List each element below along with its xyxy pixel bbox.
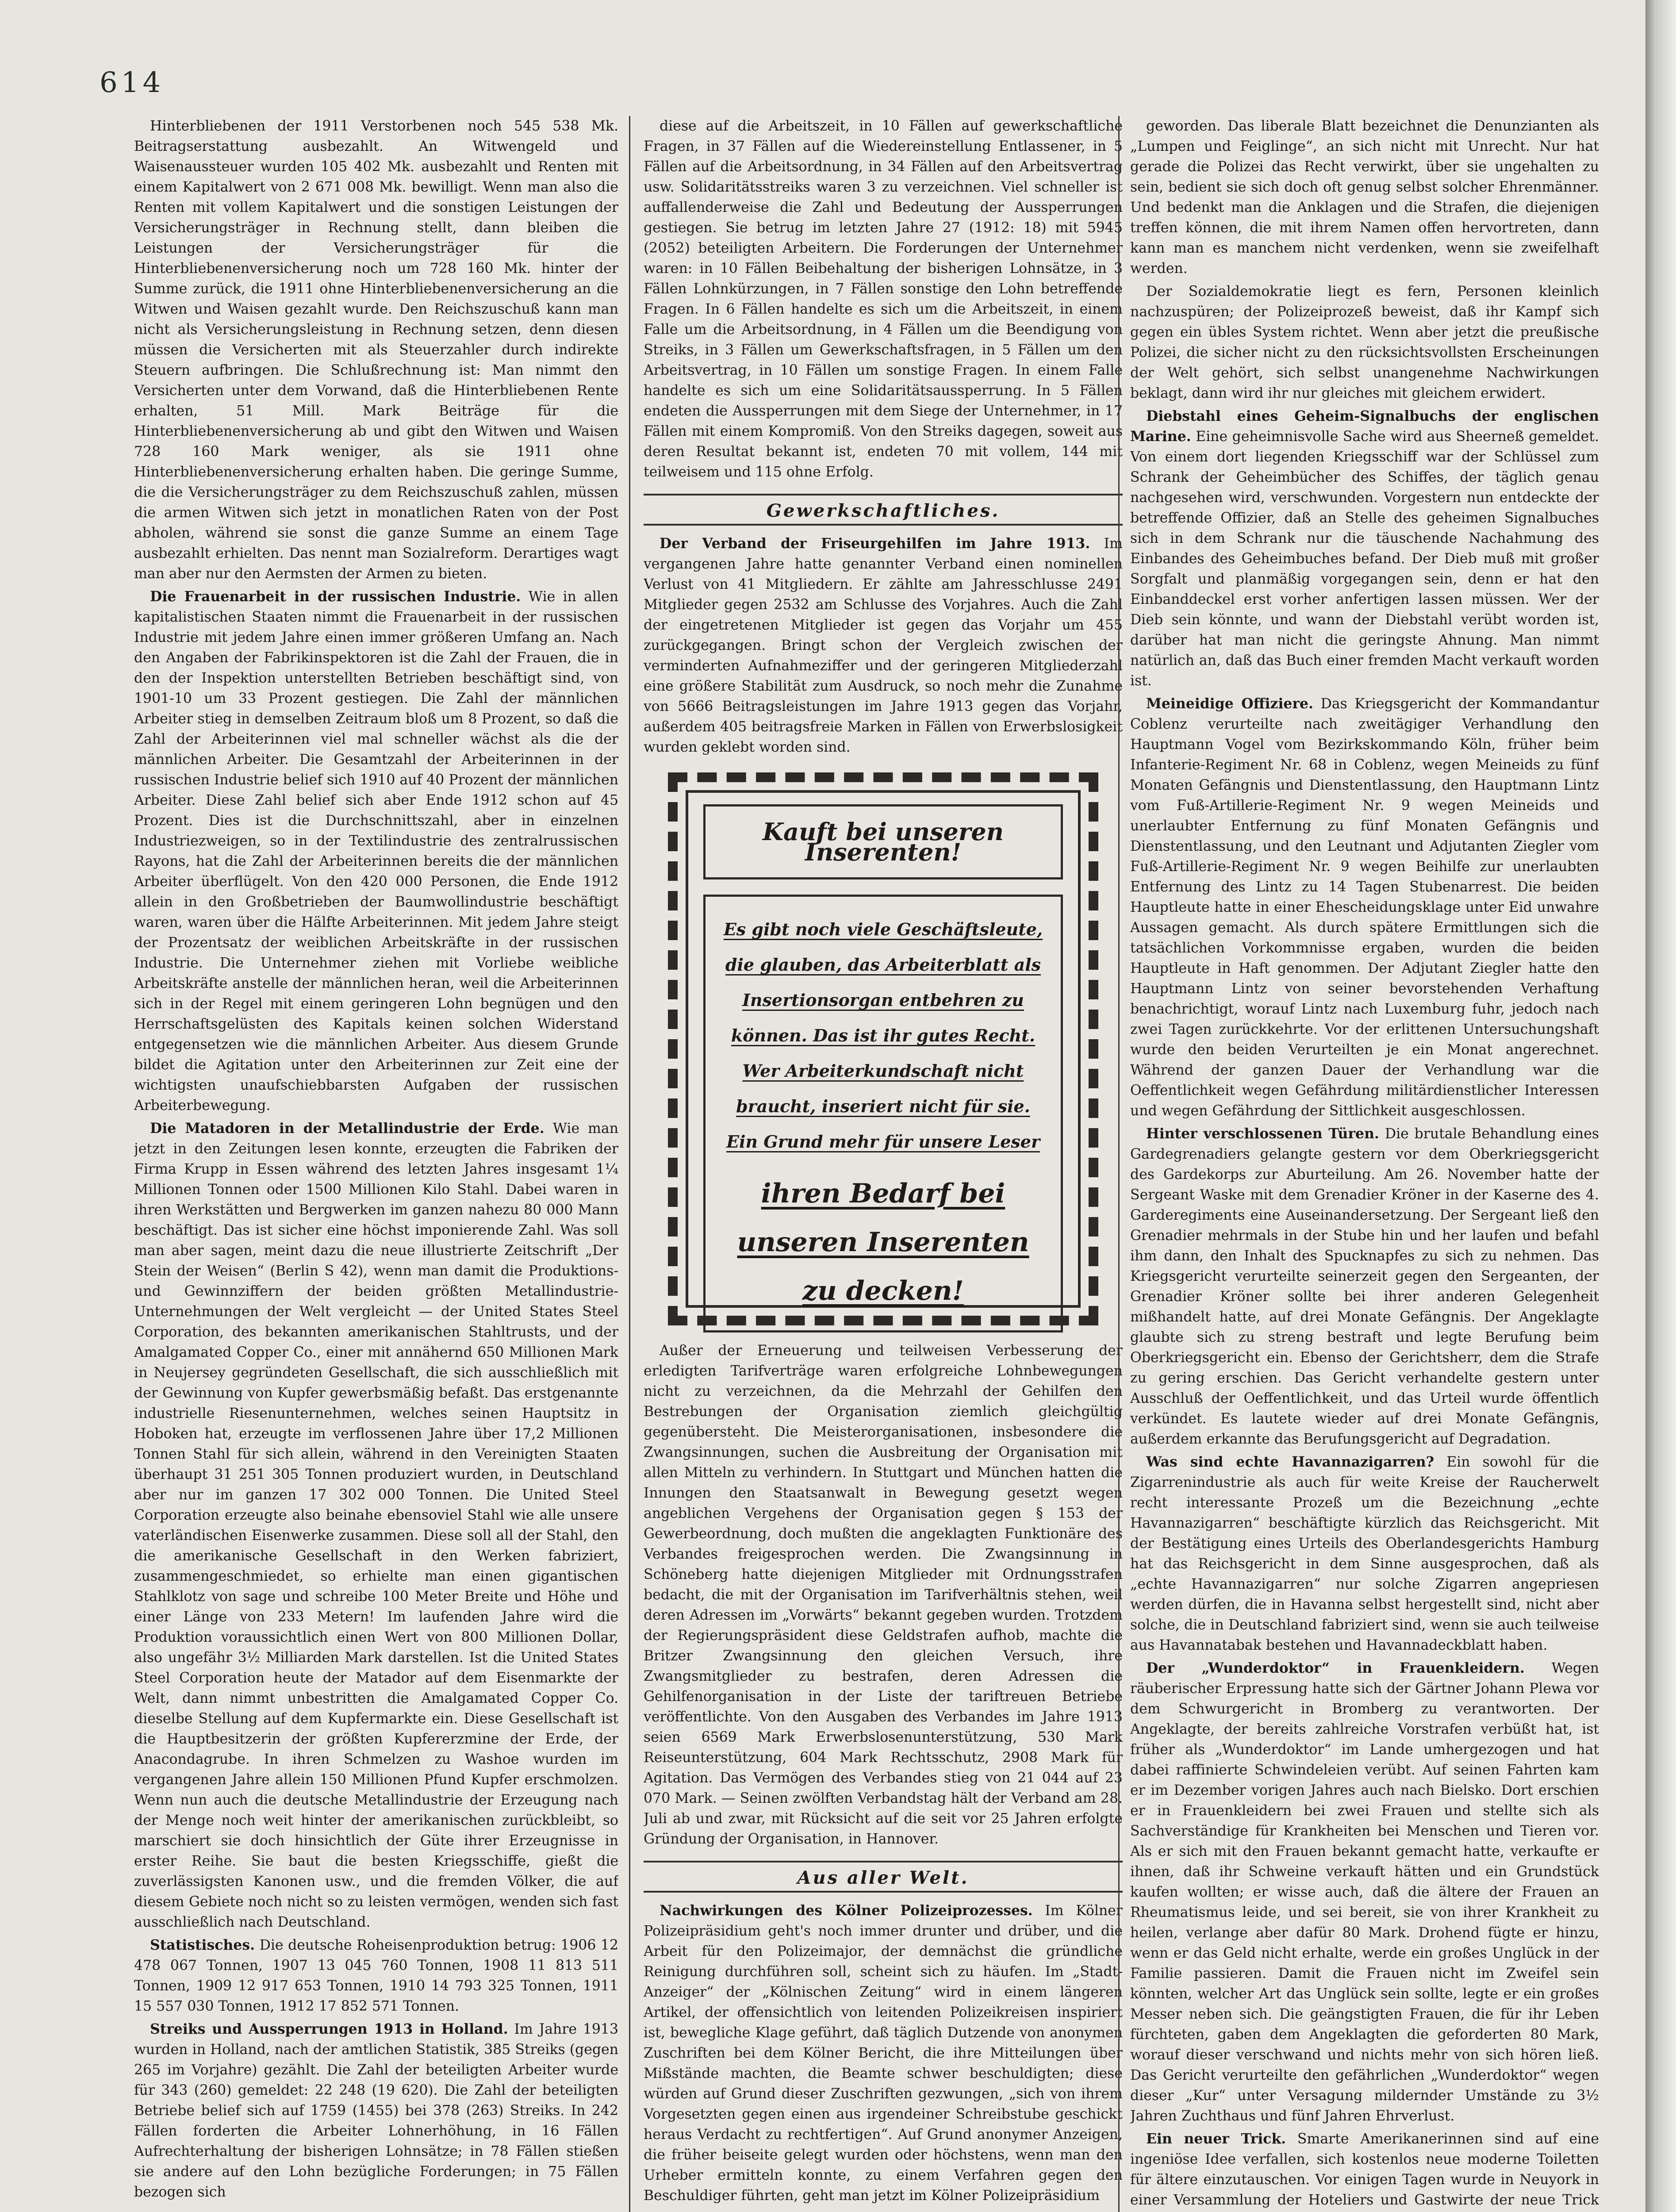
- article-paragraph: [134, 1935, 618, 2016]
- column-3: [1130, 116, 1599, 2212]
- advertisement-frame: [686, 790, 1081, 1308]
- article-headline: Statistisches.: [150, 1937, 255, 1953]
- article-paragraph: [134, 2019, 618, 2202]
- article-text: Smarte Amerikanerinnen sind auf eine ingeniöse Idee verfallen, sich kostenlos neue moderne Toiletten für ältere einzutauschen. Vor einigen Tagen wurde in Neuyork in einer Versammlung der Hoteliers und Gastwirte der neue Trick: [1130, 2131, 1599, 2208]
- advertisement-box: [668, 772, 1098, 1325]
- article-text: Der Sozialdemokratie liegt es fern, Personen kleinlich nachzuspüren; der Polizeiprozeß beweist, daß ihr Kampf sich gegen ein übles System richtet. Wenn aber jetzt die preußische Polizei, die sicher nicht zu den rücksichtsvollsten Erscheinungen der Welt gehört, sich selbst unangenehme Nachwirkungen beklagt, dann wird ihr nur gleiches mit gleichem erwidert.: [1130, 284, 1599, 401]
- article-text: Im vergangenen Jahre hatte genannter Verband einen nominellen Verlust von 41 Mitgliedern. Er zählte am Jahresschlusse 2491 Mitglieder gegen 2532 am Schlusse des Vorjahres. Auch die Zahl der eingetretenen Mitglieder ist gegen das Vorjahr um 455 zurückgegangen. Bringt schon der Vergleich zwischen der verminderten Aufnahmeziffer und der geringeren Mitgliederzahl eine größere Stabilität zum Ausdruck, so noch mehr die Zunahme von 5666 Beitragsleistungen im Jahre 1913 gegen das Vorjahr, außerdem 405 beitragsfreie Marken in Fällen von Erwerbslosigkeit wurden geklebt worden sind.: [644, 536, 1123, 755]
- article-text: Im Jahre 1913 wurden in Holland, nach der amtlichen Statistik, 385 Streiks (gegen 265 im Vorjahre) gezählt. Die Zahl der beteiligten Arbeiter wurde für 343 (260) gemeldet: 22 248 (19 620). Die Zahl der beteiligten Betriebe belief sich auf 1759 (1455) bei 378 (263) Streiks. In 242 Fällen forderten die Arbeiter Lohnerhöhung, in 16 Fällen Aufrechterhaltung der bisherigen Lohnsätze; in 78 Fällen stießen sie andere auf den Lohn bezügliche Forderungen; in 75 Fällen bezogen sich: [134, 2021, 618, 2200]
- ad-headline: Kauft bei unseren Inserenten!: [703, 804, 1063, 879]
- article-paragraph: [1130, 406, 1599, 691]
- article-headline: Der „Wunderdoktor“ in Frauenkleidern.: [1146, 1660, 1525, 1676]
- article-headline: Nachwirkungen des Kölner Polizeiprozesses.: [660, 1902, 1033, 1919]
- article-text: geworden. Das liberale Blatt bezeichnet die Denunzianten als „Lumpen und Feiglinge“, an sich nicht mit Unrecht. Nur hat gerade die Polizei das Recht verwirkt, über sie ungehalten zu sein, bedient sie sich doch oft genug selbst solcher Ehrenmänner. Und bedenkt man die Anklagen und die Strafen, die diejenigen treffen können, die mit ihrem Namen offen hervortreten, dann kann man es manchem nicht verdenken, wenn sie zweifelhaft werden.: [1130, 118, 1599, 276]
- article-paragraph: [1130, 694, 1599, 1121]
- article-text: Ein sowohl für die Zigarrenindustrie als auch für weite Kreise der Raucherwelt recht interessante Prozeß um die Bezeichnung „echte Havannazigarren“ beschäftigte kürzlich das Reichsgericht. Mit der Bestätigung eines Urteils des Oberlandesgerichts Hamburg hat das Reichsgericht in dem Sinne ausgesprochen, daß als „echte Havannazigarren“ nur solche Zigarren angepriesen werden dürfen, die in Havanna selbst hergestellt sind, nicht aber solche, die in Deutschland fabriziert sind, wenn sie auch teilweise aus Havannatabak bestehen und Havannadeckblatt haben.: [1130, 1454, 1599, 1653]
- article-text: Die deutsche Roheisenproduktion betrug: 1906 12 478 067 Tonnen, 1907 13 045 760 Tonnen, 1908 11 813 511 Tonnen, 1909 12 917 653 Tonnen, 1910 14 793 325 Tonnen, 1911 15 557 030 Tonnen, 1912 17 852 571 Tonnen.: [134, 1937, 618, 2014]
- article-headline: Meineidige Offiziere.: [1146, 695, 1314, 712]
- article-headline: Die Matadoren in der Metallindustrie der Erde.: [150, 1120, 545, 1137]
- column-1: [134, 116, 618, 2212]
- article-text: Das Kriegsgericht der Kommandantur Coblenz verurteilte nach zweitägiger Verhandlung den Hauptmann Vogel vom Bezirkskommando Köln, früher beim Infanterie-Regiment Nr. 68 in Coblenz, wegen Meineids zu fünf Monaten Gefängnis und Dienstentlassung, den Hauptmann Lintz vom Fuß-Artillerie-Regiment Nr. 9 wegen Meineids und unerlaubter Entfernung zu fünf Monaten Gefängnis und Dienstentlassung, und den Leutnant und Adjutanten Ziegler vom Fuß-Artillerie-Regiment Nr. 9 wegen Beihilfe zur unerlaubten Entfernung des Lintz zu 14 Tagen Stubenarrest. Die beiden Hauptleute hatte in einer Ehescheidungsklage unter Eid unwahre Aussagen gemacht. Als durch spätere Ermittlungen sich die tatsächlichen Vorkommnisse ergaben, wurden die beiden Hauptleute in Haft genommen. Der Adjutant Ziegler hatte den Hauptmann Lintz von seiner bevorstehenden Verhaftung benachrichtigt, worauf Lintz nach Luxemburg fuhr, jedoch nach zwei Tagen zurückkehrte. Vor der erlittenen Untersuchungshaft wurde den beiden Verurteilten je ein Monat angerechnet. Während der ganzen Dauer der Verhandlung war die Oeffentlichkeit wegen Gefährdung militärdienstlicher Interessen und wegen Gefährdung der Sittlichkeit ausgeschlossen.: [1130, 696, 1599, 1119]
- article-text: Außer der Erneuerung und teilweisen Verbesserung der erledigten Tarifverträge waren erfolgreiche Lohnbewegungen nicht zu verzeichnen, da die Mehrzahl der Gehilfen den Bestrebungen der Organisation ziemlich gleichgültig gegenübersteht. Die Meisterorganisationen, insbesondere die Zwangsinnungen, suchen die Ausbreitung der Organisation mit allen Mitteln zu verhindern. In Stuttgart und München hatten die Innungen den Staatsanwalt in Bewegung gesetzt wegen angeblichen Vergehens der Organisation gegen § 153 der Gewerbeordnung, doch mußten die angeklagten Funktionäre des Verbandes freigesprochen werden. Die Zwangsinnung in Schöneberg hatte diejenigen Mitglieder mit Ordnungsstrafen bedacht, die mit der Organisation im Tarifverhältnis stehen, weil deren Adressen im „Vorwärts“ bekannt gegeben wurden. Trotzdem der Regierungspräsident diese Geldstrafen aufhob, machte die Britzer Zwangsinnung den gleichen Versuch, ihre Zwangsmitglieder zu bestrafen, deren Adressen die Gehilfenorganisation in der Liste der tariftreuen Betriebe veröffentlichte. Von den Ausgaben des Verbandes im Jahre 1913 seien 6569 Mark Erwerbslosenunterstützung, 530 Mark Reiseunterstützung, 604 Mark Rechtsschutz, 2908 Mark für Agitation. Das Vermögen des Verbandes stieg von 21 044 auf 23 070 Mark. — Seinen zwölften Verbandstag hält der Verband am 28. Juli ab und zwar, mit Rücksicht auf die seit vor 25 Jahren erfolgte Gründung der Organisation, in Hannover.: [644, 1343, 1123, 1847]
- article-headline: Was sind echte Havannazigarren?: [1146, 1454, 1434, 1470]
- article-headline: Die Frauenarbeit in der russischen Industrie.: [150, 588, 521, 605]
- ad-closing: ihren Bedarf bei unseren Inserenten zu decken!: [737, 1178, 1029, 1306]
- article-paragraph: [1130, 1124, 1599, 1449]
- section-heading-aus-aller-welt: Aus aller Welt.: [644, 1861, 1123, 1893]
- article-paragraph: [644, 534, 1123, 757]
- article-headline: Ein neuer Trick.: [1146, 2131, 1286, 2147]
- ad-text-box: [703, 895, 1063, 1333]
- page-number: 614: [100, 66, 165, 99]
- column-divider: [1118, 116, 1120, 2212]
- article-headline: Diebstahl eines Geheim-Signalbuchs der englischen Marine.: [1130, 408, 1599, 445]
- column-2: [644, 116, 1123, 2212]
- article-text: Eine geheimnisvolle Sache wird aus Sheerneß gemeldet. Von einem dort liegenden Kriegsschiff war der Schlüssel zum Schrank der Geheimbücher des Schiffes, der täglich genau nachgesehen wird, verschwunden. Vorgestern nun entdeckte der betreffende Offizier, daß an Stelle des geheimen Signalbuches sich in dem Schrank nur die täuschende Nachahmung des Einbandes des Geheimbuches befand. Der Dieb muß mit großer Sorgfalt und planmäßig vorgegangen sein, denn er hat den Einbanddeckel erst vorher anfertigen lassen müssen. Wer der Dieb sein könnte, und wann der Diebstahl verübt worden ist, darüber hat man nicht die geringste Ahnung. Man nimmt natürlich an, daß das Buch einer fremden Macht verkauft worden ist.: [1130, 429, 1599, 689]
- article-text: Im Kölner Polizeipräsidium geht's noch immer drunter und drüber, und die Arbeit für den Polizeimajor, der demnächst die gründliche Reinigung durchführen soll, scheint sich zu häufen. Im „Stadt-Anzeiger“ der „Kölnischen Zeitung“ wird in einem längeren Artikel, der offensichtlich von leitenden Polizeikreisen inspiriert ist, bewegliche Klage geführt, daß täglich Dutzende von anonymen Zuschriften bei dem Kölner Bericht, die ihre Mitteilungen über Mißstände machten, die Beamte schwer beschuldigten; diese würden auf Grund dieser Zuschriften gezwungen, „sich von ihrem Vorgesetzten gegen einen aus irgendeiner Schreibstube geschickt heraus Verdacht zu rechtfertigen“. Auf Grund anonymer Anzeigen, die früher beiseite gelegt wurden oder höchstens, wenn man den Urheber ermitteln konnte, zu einem Verfahren gegen den Beschuldiger führten, geht man jetzt im Kölner Polizeipräsidium: [644, 1903, 1123, 2204]
- article-text: Die brutale Behandlung eines Gardegrenadiers gelangte gestern vor dem Oberkriegsgericht des Gardekorps zur Aburteilung. Am 26. November hatte der Sergeant Waske mit dem Grenadier Kröner in der Kaserne des 4. Garderegiments eine Auseinandersetzung. Der Sergeant ließ den Grenadier mehrmals in der Stube hin und her laufen und befahl ihm dann, den Inhalt des Spucknapfes zu sich zu nehmen. Das Kriegsgericht verurteilte seinerzeit gegen den Sergeanten, der Grenadier Kröner sollte bei ihrer anderen Gelegenheit mißhandelt hatte, auf drei Monate Gefängnis. Der Angeklagte glaubte sich zu streng bestraft und legte Berufung beim Oberkriegsgericht ein. Ebenso der Gerichtsherr, dem die Strafe zu gering erschien. Das Gericht verhandelte gestern unter Ausschluß der Oeffentlichkeit, und das Urteil wurde öffentlich verkündet. Es lautete wieder auf drei Monate Gefängnis, außerdem erkannte das Berufungsgericht auf Degradation.: [1130, 1126, 1599, 1447]
- article-headline: Der Verband der Friseurgehilfen im Jahre 1913.: [660, 535, 1090, 552]
- column-divider: [629, 116, 630, 2212]
- scan-edge: [1645, 0, 1676, 2212]
- article-paragraph: [644, 1901, 1123, 2206]
- article-headline: Streiks und Aussperrungen 1913 in Holland.: [150, 2021, 508, 2037]
- section-heading-gewerkschaftliches: Gewerkschaftliches.: [644, 494, 1123, 526]
- article-paragraph: [1130, 1658, 1599, 2126]
- article-text: diese auf die Arbeitszeit, in 10 Fällen auf gewerkschaftliche Fragen, in 37 Fällen auf die Wiedereinstellung Entlassener, in 5 Fällen auf die Arbeitsordnung, in 34 Fällen auf den Arbeitsvertrag usw. Solidaritätsstreiks waren 3 zu verzeichnen. Viel schneller ist auffallenderweise die Zahl und Bedeutung der Aussperrungen gestiegen. Sie betrug im letzten Jahre 27 (1912: 18) mit 5945 (2052) beteiligten Arbeitern. Die Forderungen der Unternehmer waren: in 10 Fällen Beibehaltung der bisherigen Lohnsätze, in 3 Fällen Lohnkürzungen, in 7 Fällen sonstige den Lohn betreffende Fragen. In 6 Fällen handelte es sich um die Arbeitszeit, in einem Falle um die Arbeitsordnung, in 4 Fällen um die Beendigung von Streiks, in 3 Fällen um Gewerkschaftsfragen, in 5 Fällen um den Arbeitsvertrag, in 10 Fällen um sonstige Fragen. In einem Falle handelte es sich um eine Solidaritätsaussperrung. In 5 Fällen endeten die Aussperrungen mit dem Siege der Unternehmer, in 17 Fällen mit einem Kompromiß. Von den Streiks dagegen, soweit aus deren Resultat bekannt ist, endeten 70 mit vollem, 144 mit teilweisem und 115 ohne Erfolg.: [644, 118, 1123, 480]
- article-paragraph: [1130, 2129, 1599, 2212]
- article-paragraph: [134, 1118, 618, 1932]
- ad-body: Es gibt noch viele Geschäftsleute, die glauben, das Arbeiterblatt als Insertionsorgan entbehren zu können. Das ist ihr gutes Recht. Wer Arbeiterkundschaft nicht braucht, inseriert nicht für sie. Ein Grund mehr für unsere Leser: [723, 919, 1043, 1152]
- article-text: Hinterbliebenen der 1911 Verstorbenen noch 545 538 Mk. Beitragserstattung ausbezahlt. An Witwengeld und Waisenaussteuer wurden 105 402 Mk. ausbezahlt und Renten mit einem Kapitalwert von 2 671 008 Mk. bewilligt. Wenn man also die Renten mit vollem Kapitalwert und die sonstigen Leistungen der Versicherungsträger in Rechnung stellt, dann bleiben die Leistungen der Versicherungsträger für die Hinterbliebenenversicherung noch um 728 160 Mk. hinter der Summe zurück, die 1911 ohne Hinterbliebenenversicherung an die Witwen und Waisen gezahlt wurde. Den Reichszuschuß kann man nicht als Versicherungsleistung in Rechnung setzen, denn diesen müssen die Versicherten mit als Steuerzahler durch indirekte Steuern aufbringen. Die Schlußrechnung ist: Man nimmt den Versicherten unter dem Vorwand, daß die Hinterbliebenen Rente erhalten, 51 Mill. Mark Beiträge für die Hinterbliebenenversicherung ab und gibt den Witwen und Waisen 728 160 Mark weniger, als sie 1911 ohne Hinterbliebenenversicherung erhalten haben. Die geringe Summe, die die Versicherungsträger zu dem Reichszuschuß zahlen, müssen die armen Witwen sich jetzt in monatlichen Raten von der Post abholen, während sie sonst die ganze Summe an einem Tage ausbezahlt erhielten. Das nennt man Sozialreform. Derartiges wagt man aber nur den Aermsten der Armen zu bieten.: [134, 118, 618, 582]
- article-headline: Hinter verschlossenen Türen.: [1146, 1125, 1379, 1142]
- article-text: Wie man jetzt in den Zeitungen lesen konnte, erzeugten die Fabriken der Firma Krupp in Essen während des letzten Jahres insgesamt 1¼ Millionen Tonnen oder 1500 Millionen Kilo Stahl. Dabei waren in ihren Werkstätten und Bergwerken im ganzen nahezu 80 000 Mann beschäftigt. Das ist sicher eine höchst imponierende Zahl. Was soll man aber sagen, meint dazu die neue illustrierte Zeitschrift „Der Stein der Weisen“ (Berlin S 42), wenn man damit die Produktions- und Gewinnziffern der beiden größten Metallindustrie-Unternehmungen der Welt vergleicht — der United States Steel Corporation, des bekannten amerikanischen Stahltrusts, und der Amalgamated Copper Co., einer mit annähernd 650 Millionen Mark in Neujersey gegründeten Gesellschaft, die sich ausschließlich mit der Gewinnung von Kupfer gewerbsmäßig befaßt. Das erstgenannte industrielle Riesenunternehmen, welches seinen Hauptsitz in Hoboken hat, erzeugte im verflossenen Jahre über 17,2 Millionen Tonnen Stahl für sich allein, während in den Vereinigten Staaten überhaupt 31 251 305 Tonnen produziert wurden, in Deutschland aber nur im ganzen 17 302 000 Tonnen. Die United Steel Corporation erzeugte also beinahe ebensoviel Stahl wie alle unsere vaterländischen Eisenwerke zusammen. Diese soll all der Stahl, den die amerikanische Gesellschaft in den Werken fabriziert, zusammengeschmiedet, so erhielte man einen gigantischen Stahlklotz von sage und schreibe 100 Meter Breite und Höhe und einer Länge von 233 Metern! Im laufenden Jahre wird die Produktion voraussichtlich einen Wert von 800 Millionen Dollar, also ungefähr 3½ Milliarden Mark darstellen. Ist die United States Steel Corporation heute der Matador auf dem Eisenmarkte der Welt, dann nimmt unbestritten die Amalgamated Copper Co. dieselbe Stellung auf dem Kupfermarkte ein. Diese Gesellschaft ist die Hauptbesitzerin der größten Kupfererzmine der Erde, der Anacondagrube. In ihren Schmelzen zu Washoe wurden im vergangenen Jahre allein 150 Millionen Pfund Kupfer erschmolzen. Wenn nun auch die deutsche Metallindustrie der Erzeugung nach der Menge noch weit hinter der amerikanischen zurückbleibt, so marschiert sie doch hinsichtlich der Güte ihrer Erzeugnisse in erster Reihe. Sie baut die besten Kriegsschiffe, gießt die zuverlässigsten Kanonen usw., und die fremden Völker, die auf diesem Gebiete noch nicht so zu leisten vermögen, wenden sich fast ausschließlich nach Deutschland.: [134, 1121, 618, 1930]
- article-paragraph: [1130, 1452, 1599, 1655]
- article-paragraph: [134, 587, 618, 1116]
- article-text: Wie in allen kapitalistischen Staaten nimmt die Frauenarbeit in der russischen Industrie mit jedem Jahre einen immer größeren Umfang an. Nach den Angaben der Fabrikinspektoren ist die Zahl der Frauen, die in den der Inspektion unterstellten Betrieben beschäftigt sind, von 1901-10 um 33 Prozent gestiegen. Die Zahl der männlichen Arbeiter stieg in demselben Zeitraum bloß um 8 Prozent, so daß die Zahl der Arbeiterinnen viel mal schneller wächst als die der männlichen Arbeiter. Die Gesamtzahl der Arbeiterinnen in der russischen Industrie belief sich 1910 auf 40 Prozent der männlichen Arbeiter. Diese Zahl belief sich aber Ende 1912 schon auf 45 Prozent. Dies ist die Durchschnittszahl, aber in einzelnen Industriezweigen, so in der Textilindustrie des zentralrussischen Rayons, hat die Zahl der Arbeiterinnen bereits die der männlichen Arbeiter überflügelt. Von den 420 000 Personen, die Ende 1912 allein in den Großbetrieben der Baumwollindustrie beschäftigt waren, waren über die Hälfte Arbeiterinnen. Mit jedem Jahre steigt der Prozentsatz der weiblichen Arbeitskräfte in der russischen Industrie. Die Unternehmer ziehen mit Vorliebe weibliche Arbeitskräfte anstelle der männlichen heran, weil die Arbeiterinnen sich in der Regel mit einem geringeren Lohn begnügen und den Herrschaftsgelüsten des Kapitals keinen solchen Widerstand entgegensetzen wie die männlichen Arbeiter. Aus diesem Grunde bildet die Agitation unter den Arbeiterinnen zur Zeit eine der wichtigsten unaufschiebbarsten Aufgaben der russischen Arbeiterbewegung.: [134, 589, 618, 1114]
- article-text: Wegen räuberischer Erpressung hatte sich der Gärtner Johann Plewa vor dem Schwurgericht in Bromberg zu verantworten. Der Angeklagte, der bereits zahlreiche Vorstrafen verbüßt hat, ist früher als „Wunderdoktor“ im Lande umhergezogen und hat dabei raffinierte Schwindeleien verübt. Auf seinen Fahrten kam er im Dezember vorigen Jahres auch nach Bielsko. Dort erschien er in Frauenkleidern bei zwei Frauen und stellte sich als Sachverständige für Krankheiten bei Menschen und Tieren vor. Als er sich mit den Frauen bekannt gemacht hatte, verkaufte er ihnen, daß ihr Schweine verkauft hätten und ein Grundstück kaufen wollten; er wisse auch, daß die ältere der Frauen an Rheumatismus leide, und sei bereit, sie von ihrer Krankheit zu heilen, verlange aber dafür 80 Mark. Drohend fügte er hinzu, wenn er das Geld nicht erhalte, werde ein großes Unglück in der Familie passieren. Damit die Frauen nicht im Zweifel sein könnten, welcher Art das Unglück sein sollte, legte er ein großes Messer neben sich. Die geängstigten Frauen, die für ihr Leben fürchteten, gaben dem Angeklagten die geforderten 80 Mark, worauf dieser verschwand und nichts mehr von sich hören ließ. Das Gericht verurteilte den gefährlichen „Wunderdoktor“ wegen dieser „Kur“ unter Versagung mildernder Umstände zu 3½ Jahren Zuchthaus und fünf Jahren Ehrverlust.: [1130, 1660, 1599, 2124]
